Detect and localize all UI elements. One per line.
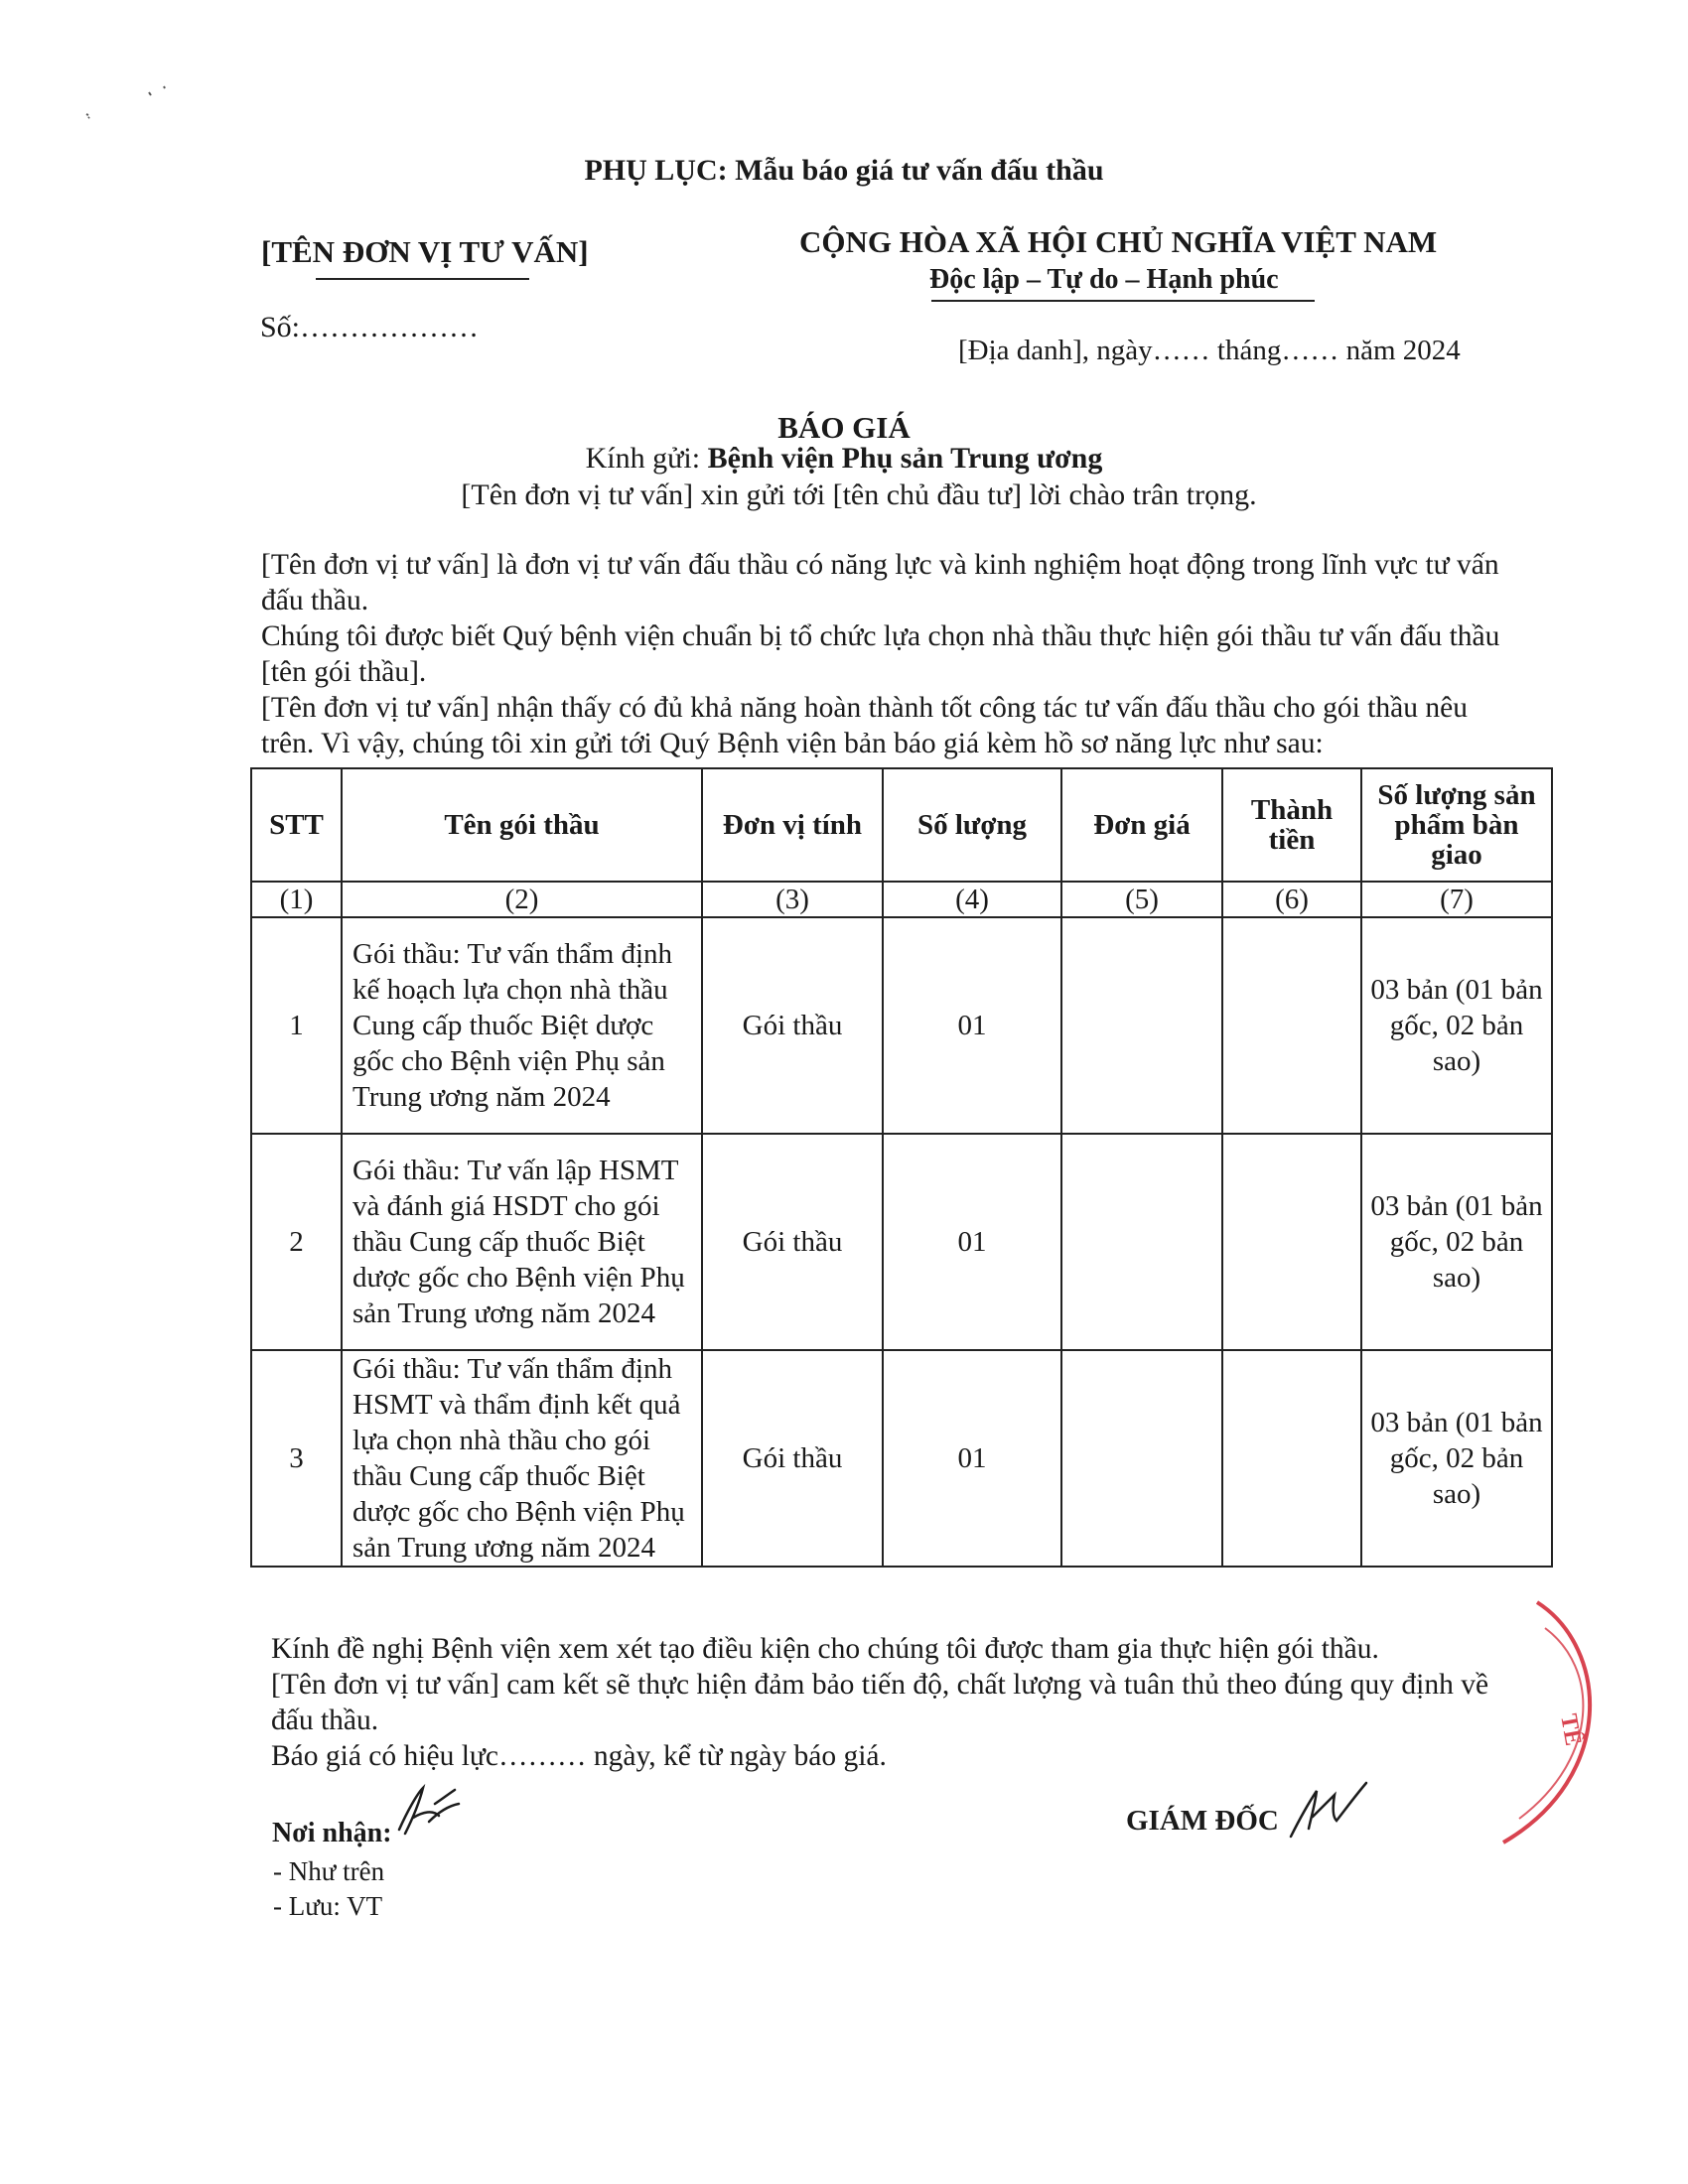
table-row <box>251 917 1552 1134</box>
recipient-prefix: Kính gửi: <box>585 442 708 475</box>
row-quantity: 01 <box>883 917 1061 1134</box>
quote-table <box>250 767 1553 1568</box>
row-total <box>1222 917 1361 1134</box>
closing-paragraph-2: [Tên đơn vị tư vấn] cam kết sẽ thực hiện đảm bảo tiến độ, chất lượng và tuân thủ theo đúng quy định về đấu thầu. <box>271 1669 1489 1736</box>
header-total: Thành tiền <box>1222 768 1361 882</box>
table-header-row <box>251 768 1552 882</box>
red-seal-stamp <box>1489 1588 1688 1856</box>
appendix-title-text: Mẫu báo giá tư vấn đấu thầu <box>727 154 1104 187</box>
header-deliverables: Số lượng sản phẩm bàn giao <box>1361 768 1552 882</box>
index-cell: (7) <box>1361 882 1552 917</box>
appendix-title <box>0 154 1688 188</box>
index-cell: (5) <box>1061 882 1222 917</box>
index-cell: (6) <box>1222 882 1361 917</box>
consulting-unit-name: [TÊN ĐƠN VỊ TƯ VẤN] <box>261 234 589 269</box>
recipient-item: - Như trên <box>273 1856 385 1886</box>
recipient-item: - Lưu: VT <box>273 1891 383 1921</box>
intro-paragraph-3: [Tên đơn vị tư vấn] nhận thấy có đủ khả năng hoàn thành tốt công tác tư vấn đấu thầu cho gói thầu nêu trên. Vì vậy, chúng tôi xin gửi tới Quý Bệnh viện bản báo giá kèm hồ sơ năng lực như sau: <box>261 692 1468 759</box>
header-unit-price: Đơn giá <box>1061 768 1222 882</box>
table-index-row <box>251 882 1552 917</box>
quote-title: BÁO GIÁ <box>777 410 911 445</box>
row-total <box>1222 1134 1361 1350</box>
row-stt: 2 <box>251 1134 342 1350</box>
handwritten-initials-left <box>389 1782 469 1842</box>
row-unit: Gói thầu <box>702 1350 883 1567</box>
row-package-name: Gói thầu: Tư vấn thẩm định HSMT và thẩm định kết quả lựa chọn nhà thầu cho gói thầu Cung cấp thuốc Biệt dược gốc cho Bệnh viện Phụ sản Trung ương năm 2024 <box>342 1350 702 1567</box>
document-number: Số:……………… <box>260 311 480 343</box>
recipients-label: Nơi nhận: <box>272 1818 392 1848</box>
recipient-name: Bệnh viện Phụ sản Trung ương <box>707 442 1103 475</box>
row-unit-price <box>1061 1350 1222 1567</box>
greeting-line: [Tên đơn vị tư vấn] xin gửi tới [tên chủ đầu tư] lời chào trân trọng. <box>461 478 1257 511</box>
table-row <box>251 1350 1552 1567</box>
header-quantity: Số lượng <box>883 768 1061 882</box>
recipient-line <box>0 442 1688 476</box>
scan-artifact <box>70 74 189 134</box>
intro-paragraph-1: [Tên đơn vị tư vấn] là đơn vị tư vấn đấu thầu có năng lực và kinh nghiệm hoạt động trong lĩnh vực tư vấn đấu thầu. <box>261 549 1499 616</box>
place-date-line: [Địa danh], ngày…… tháng…… năm 2024 <box>958 335 1461 366</box>
header-package-name: Tên gói thầu <box>342 768 702 882</box>
handwritten-signature-right <box>1283 1777 1372 1846</box>
row-deliverables: 03 bản (01 bản gốc, 02 bản sao) <box>1361 1134 1552 1350</box>
row-deliverables: 03 bản (01 bản gốc, 02 bản sao) <box>1361 917 1552 1134</box>
row-package-name: Gói thầu: Tư vấn lập HSMT và đánh giá HSDT cho gói thầu Cung cấp thuốc Biệt dược gốc cho Bệnh viện Phụ sản Trung ương năm 2024 <box>342 1134 702 1350</box>
row-unit-price <box>1061 917 1222 1134</box>
row-quantity: 01 <box>883 1134 1061 1350</box>
row-package-name: Gói thầu: Tư vấn thẩm định kế hoạch lựa chọn nhà thầu Cung cấp thuốc Biệt dược gốc cho Bệnh viện Phụ sản Trung ương năm 2024 <box>342 917 702 1134</box>
national-motto: Độc lập – Tự do – Hạnh phúc <box>929 264 1279 295</box>
row-deliverables: 03 bản (01 bản gốc, 02 bản sao) <box>1361 1350 1552 1567</box>
header-stt: STT <box>251 768 342 882</box>
row-unit-price <box>1061 1134 1222 1350</box>
motto-underline <box>931 300 1315 302</box>
header-unit: Đơn vị tính <box>702 768 883 882</box>
index-cell: (2) <box>342 882 702 917</box>
seal-text-fragment: TẾ <box>1555 1711 1587 1748</box>
index-cell: (4) <box>883 882 1061 917</box>
row-stt: 1 <box>251 917 342 1134</box>
table-row <box>251 1134 1552 1350</box>
closing-section <box>271 1631 1512 1774</box>
row-quantity: 01 <box>883 1350 1061 1567</box>
recipients-list <box>273 1854 384 1924</box>
row-total <box>1222 1350 1361 1567</box>
row-unit: Gói thầu <box>702 1134 883 1350</box>
intro-paragraph-2: Chúng tôi được biết Quý bệnh viện chuẩn bị tổ chức lựa chọn nhà thầu thực hiện gói thầu tư vấn đấu thầu [tên gói thầu]. <box>261 620 1500 688</box>
validity-line: Báo giá có hiệu lực……… ngày, kể từ ngày báo giá. <box>271 1740 887 1772</box>
index-cell: (3) <box>702 882 883 917</box>
national-title: CỘNG HÒA XÃ HỘI CHỦ NGHĨA VIỆT NAM <box>799 224 1438 259</box>
appendix-label: PHỤ LỤC: <box>584 154 728 187</box>
unit-name-underline <box>316 278 529 280</box>
row-stt: 3 <box>251 1350 342 1567</box>
director-label: GIÁM ĐỐC <box>1126 1805 1279 1837</box>
index-cell: (1) <box>251 882 342 917</box>
closing-paragraph-1: Kính đề nghị Bệnh viện xem xét tạo điều kiện cho chúng tôi được tham gia thực hiện gói thầu. <box>271 1633 1379 1665</box>
intro-section <box>261 547 1522 761</box>
row-unit: Gói thầu <box>702 917 883 1134</box>
